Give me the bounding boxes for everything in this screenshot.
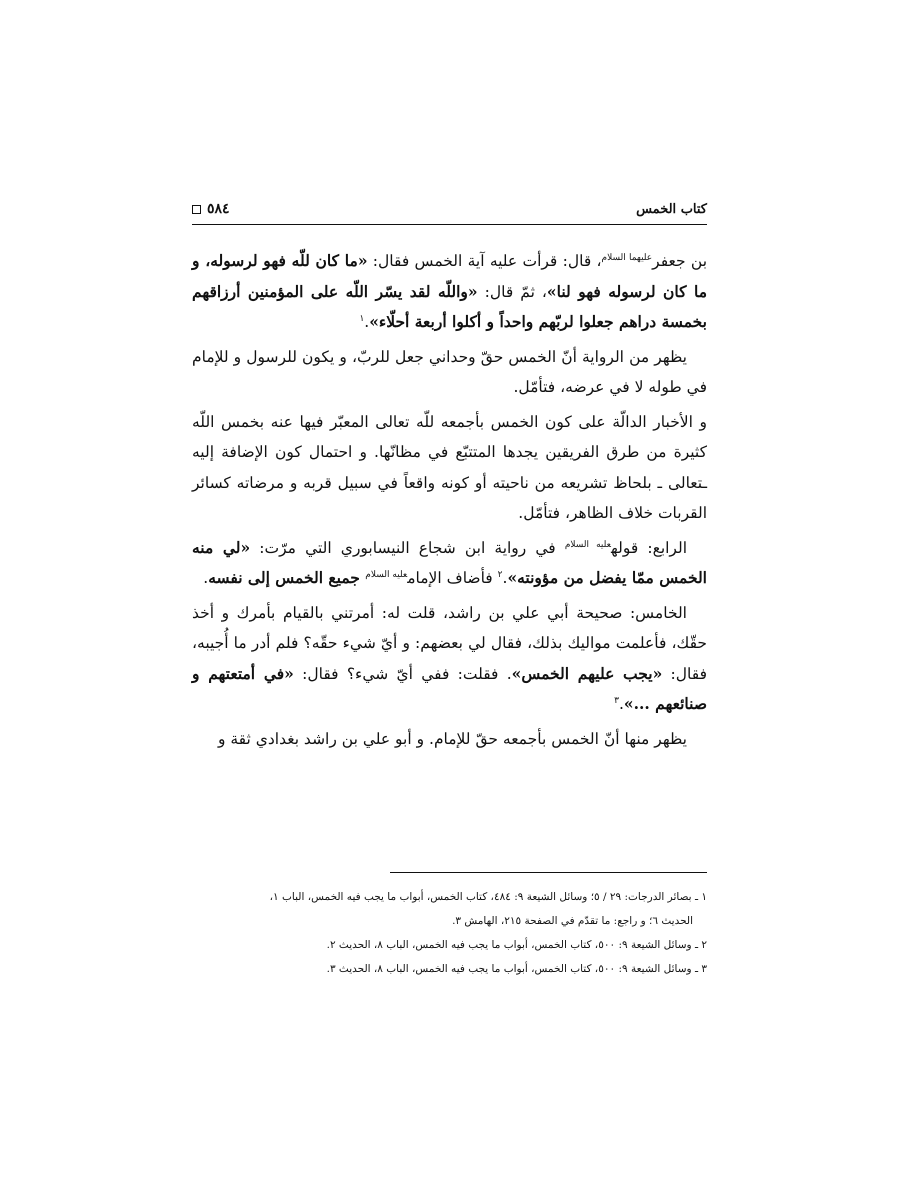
quote: «في أمتعتهم و صنائعهم ...» — [192, 663, 707, 713]
text-run: الرابع: قوله — [610, 538, 688, 557]
footnote-1-continued: الحديث ٦؛ و راجع: ما تقدّم في الصفحة ٢١٥، الهامش ٣. — [452, 915, 693, 927]
text-run: في رواية ابن شجاع النيسابوري التي مرّت: — [250, 538, 565, 557]
running-title: كتاب الخمس — [636, 202, 707, 217]
honorific: عليه السلام — [564, 539, 611, 550]
footnote-ref: ١ — [359, 313, 365, 324]
paragraph-6: يظهر منها أنّ الخمس بأجمعه حقّ للإمام. و أبو علي بن راشد بغدادي ثقة و — [217, 729, 687, 748]
text-run: ، قال: قرأت عليه آية الخمس فقال: — [367, 252, 602, 270]
quote: «واللّه لقد يسّر اللّه على المؤمنين أرزاقهم بخمسة دراهم جعلوا لربّهم واحداً و أكلوا أربعة أحلّاء» — [192, 281, 707, 331]
text-run: . — [502, 569, 508, 587]
paragraph-3: و الأخبار الدالّة على كون الخمس بأجمعه للّه تعالى المعبّر فيها عنه بخمس اللّه كثيرة من طرق الفريقين يجدها المتتبّع في مظانّها. و احتمال كون الإضافة إليه ـتعالى ـ بلحاظ تشريعه من ناحيته أو كونه واقعاً في سبيل قربه و مرضاته كسائر القربات خلاف الظاهر، فتأمّل. — [192, 412, 707, 522]
footnotes — [192, 885, 707, 981]
text-run: ، ثمّ قال: — [477, 282, 547, 301]
paragraph-5 — [192, 598, 707, 720]
paragraph-4 — [192, 533, 707, 594]
text-run: جميع الخمس إلى نفسه — [208, 568, 366, 587]
honorific: عليه السلام — [365, 569, 408, 580]
square-outline-icon — [192, 205, 201, 214]
body-text — [192, 246, 707, 758]
text-run: . — [618, 695, 624, 713]
quote: «يجب عليهم الخمس» — [511, 663, 663, 683]
footnote-ref: ٣ — [614, 695, 619, 706]
footnote-ref: ٢ — [497, 569, 503, 580]
honorific: عليهما السلام — [601, 252, 653, 263]
text-run: الخامس: صحيحة أبي علي بن راشد، قلت له: أمرتني بالقيام بأمرك و أخذ حقّك، فأعلمت مواليك بذلك، فقال لي بعضهم: و أيّ شيء حقّه؟ فلم أدر ما أُجيبه، فقال: — [192, 603, 707, 683]
text-run: فأضاف الإمام — [407, 569, 498, 587]
quote: «لي منه الخمس ممّا يفضل من مؤونته» — [192, 537, 707, 587]
paragraph-2: يظهر من الرواية أنّ الخمس حقّ وحداني جعل للربّ، و يكون للرسول و للإمام في طوله لا في عرضه، فتأمّل. — [192, 347, 707, 396]
text-run: بن جعفر — [652, 252, 708, 270]
footnote-3: ٣ ـ وسائل الشيعة ٩: ٥٠٠، كتاب الخمس، أبواب ما يجب فيه الخمس، الباب ٨، الحديث ٣. — [326, 963, 707, 975]
footnote-2: ٢ ـ وسائل الشيعة ٩: ٥٠٠، كتاب الخمس، أبواب ما يجب فيه الخمس، الباب ٨، الحديث ٢. — [326, 939, 707, 951]
paragraph-1 — [192, 246, 707, 338]
text-run: . — [203, 569, 209, 587]
text-run: . — [364, 313, 370, 331]
page-header — [192, 198, 707, 225]
text-run: . فقلت: ففي أيّ شيء؟ فقال: — [293, 664, 512, 683]
footnote-1: ١ ـ بصائر الدرجات: ٢٩ / ٥؛ وسائل الشيعة ٩: ٤٨٤، كتاب الخمس، أبواب ما يجب فيه الخمس، الباب ١، — [269, 891, 707, 903]
quote: «ما كان للّه فهو لرسوله، و ما كان لرسوله فهو لنا» — [192, 251, 708, 301]
page-number: ٥٨٤ — [207, 201, 230, 217]
page-number-block — [192, 201, 230, 217]
footnote-separator — [390, 872, 707, 873]
